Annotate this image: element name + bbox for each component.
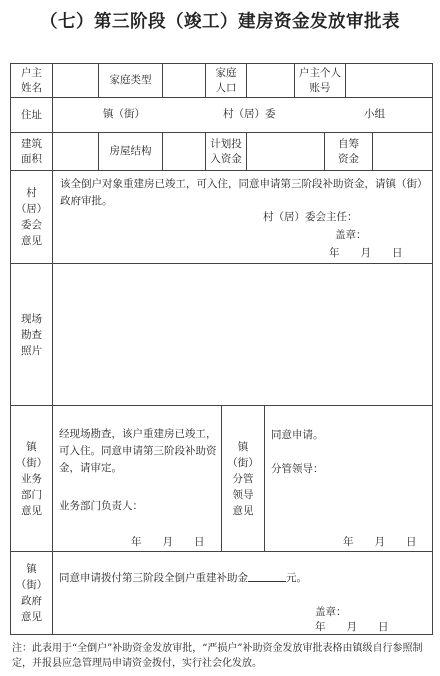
self-raised-field[interactable] (373, 133, 432, 170)
village-opinion-label: 村 （居） 委会 意见 (15, 187, 48, 247)
village-date: 年 月 日 (329, 247, 403, 259)
address-town: 镇（街） (103, 108, 145, 120)
village-opinion-text: 该全倒户对象重建房已竣工，可入住，同意申请第三阶段补助资金，请镇（街）政府审批。 (60, 178, 428, 207)
department-opinion-field[interactable] (53, 406, 221, 551)
leader-name: 分管领导： (271, 463, 324, 475)
planned-investment-field[interactable] (247, 133, 324, 170)
family-size-field[interactable] (247, 64, 294, 97)
village-opinion-field[interactable] (53, 171, 432, 263)
personal-account-label: 户主个人账号 (299, 66, 341, 94)
village-seal: 盖章： (335, 229, 367, 241)
department-opinion-text: 经现场勘查，该户重建房已竣工，可入住。同意申请第三阶段补助资金，请审定。 (59, 428, 217, 474)
family-size-label: 家庭人口 (215, 66, 237, 94)
householder-name-field[interactable] (53, 64, 98, 97)
department-opinion-label: 镇 （街） 业务 部门 意见 (15, 440, 48, 517)
footnote: 注：此表用于“全倒户”补助资金发放审批，“严损户”补助资金发放审批表格由镇级自行参照制定，并报县应急管理局申请资金拨付，实行社会化发放。 (12, 643, 423, 669)
address-village: 村（居）委 (223, 108, 276, 120)
table-border-right (432, 63, 433, 635)
structure-field[interactable] (163, 133, 205, 170)
site-photos-label: 现场 勘查 照片 (21, 312, 42, 357)
site-photos-field[interactable] (53, 264, 432, 405)
family-type-label: 家庭类型 (109, 74, 152, 86)
planned-investment-label: 计划投入资金 (210, 137, 242, 165)
structure-label: 房屋结构 (109, 145, 152, 157)
government-opinion-field[interactable] (53, 552, 432, 634)
address-label: 住址 (21, 108, 42, 121)
department-date: 年 月 日 (131, 536, 205, 548)
page-title: （七）第三阶段（竣工）建房资金发放审批表 (40, 12, 400, 32)
address-group: 小组 (364, 108, 385, 120)
leader-opinion-field[interactable] (265, 406, 432, 551)
government-opinion-label: 镇 （街） 政府 意见 (15, 563, 48, 623)
leader-agree: 同意申请。 (271, 429, 324, 441)
personal-account-field[interactable] (346, 64, 432, 97)
government-opinion-text: 同意申请拨付第三阶段全倒户重建补助金 元。 (59, 572, 307, 584)
address-field[interactable] (53, 98, 432, 132)
subsidy-amount-blank[interactable] (248, 571, 286, 582)
leader-opinion-label: 镇 （街） 分管 领导 意见 (227, 440, 259, 517)
family-type-field[interactable] (163, 64, 205, 97)
village-director: 村（居）委会主任： (263, 211, 358, 223)
self-raised-label: 自筹资金 (338, 137, 359, 165)
government-date: 年 月 日 (315, 621, 389, 633)
building-area-label: 建筑面积 (21, 137, 42, 165)
department-responsible: 业务部门负责人： (59, 500, 143, 512)
householder-name-label: 户主姓名 (21, 66, 42, 94)
leader-date: 年 月 日 (343, 536, 417, 548)
government-seal: 盖章： (315, 606, 347, 618)
building-area-field[interactable] (53, 133, 98, 170)
